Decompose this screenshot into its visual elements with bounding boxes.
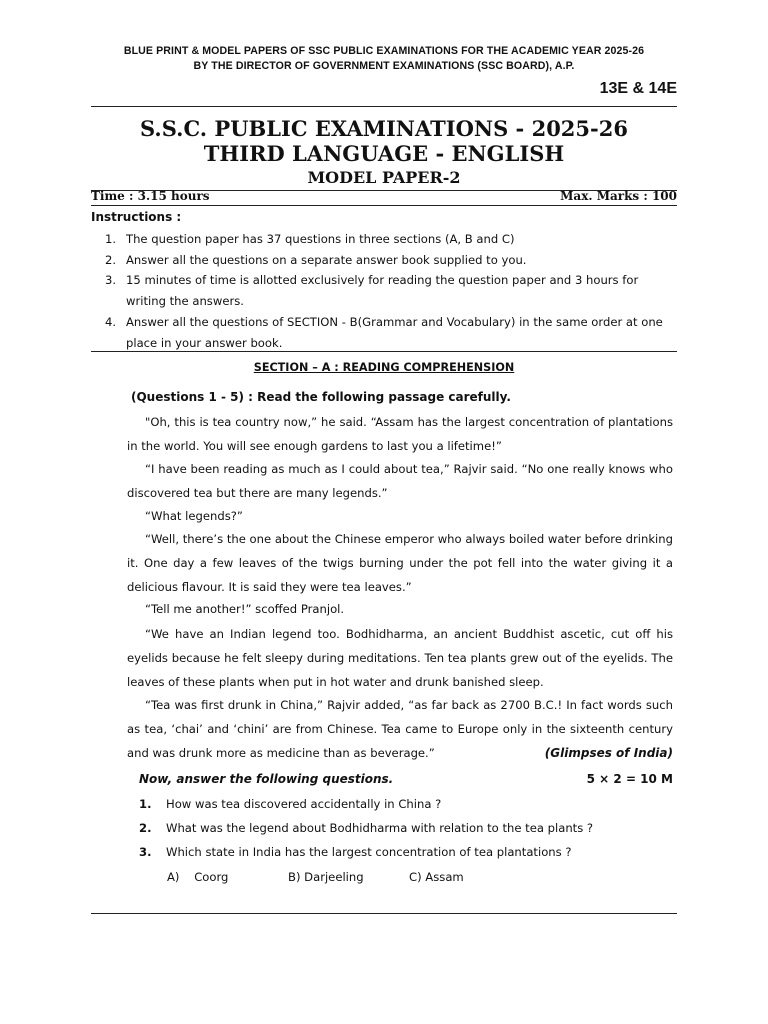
passage-paragraph: [127, 597, 673, 621]
meta-divider: [91, 205, 677, 206]
instruction-number: 2.: [105, 253, 117, 267]
exam-title: S.S.C. PUBLIC EXAMINATIONS - 2025-26: [140, 116, 628, 141]
passage-paragraph: [127, 504, 673, 528]
passage-source: (Glimpses of India): [544, 746, 673, 760]
option-a: A) Coorg: [167, 870, 229, 884]
exam-time: Time : 3.15 hours: [91, 189, 210, 203]
instructions-heading: Instructions :: [91, 210, 182, 224]
instruction-number: 3.: [105, 273, 117, 287]
instruction-number: 4.: [105, 315, 117, 329]
paragraph-text: “Tell me another!” scoffed Pranjol.: [145, 602, 345, 616]
header-line-1: BLUE PRINT & MODEL PAPERS OF SSC PUBLIC EXAMINATIONS FOR THE ACADEMIC YEAR 2025-26: [123, 45, 645, 57]
paper-title: MODEL PAPER-2: [307, 168, 461, 187]
option-b: B) Darjeeling: [288, 870, 364, 884]
question-text: What was the legend about Bodhidharma with relation to the tea plants ?: [166, 821, 594, 835]
question-number: 1.: [139, 797, 152, 811]
paragraph-text: “We have an Indian legend too. Bodhidharma, an ancient Buddhist ascetic, cut off his eyelids because he felt sleepy during meditations. Ten tea plants grew out of the eyelids. The leaves of these plants when put in hot water and drunk banished sleep.: [127, 627, 673, 689]
paper-code: 13E & 14E: [599, 80, 677, 97]
instruction-text: Answer all the questions on a separate answer book supplied to you.: [126, 253, 527, 267]
paragraph-text: "Oh, this is tea country now,” he said. “Assam has the largest concentration of plantations in the world. You will see enough gardens to last you a lifetime!”: [127, 415, 673, 453]
question-text: How was tea discovered accidentally in China ?: [166, 797, 442, 811]
exam-page: [91, 0, 677, 1024]
paragraph-text: “Tea was first drunk in China,” Rajvir added, “as far back as 2700 B.C.! In fact words such as tea, ‘chai’ and ‘chini’ are from Chinese. Tea came to Europe only in the sixteenth century and was drunk more as medicine than as beverage.”: [127, 698, 673, 760]
passage-paragraph: [127, 622, 673, 694]
subject-title: THIRD LANGUAGE - ENGLISH: [203, 141, 565, 166]
max-marks: Max. Marks : 100: [560, 189, 677, 203]
question-number: 2.: [139, 821, 152, 835]
answer-prompt: Now, answer the following questions.: [139, 772, 394, 786]
instruction-text: The question paper has 37 questions in three sections (A, B and C): [126, 232, 515, 246]
passage-paragraph: [127, 410, 673, 458]
instruction-number: 1.: [105, 232, 117, 246]
paragraph-text: “I have been reading as much as I could about tea,” Rajvir said. “No one really knows who discovered tea but there are many legends.”: [127, 462, 673, 500]
instructions-divider: [91, 351, 677, 352]
paragraph-text: “What legends?”: [145, 509, 243, 523]
section-a-heading: SECTION – A : READING COMPREHENSION: [253, 361, 515, 374]
header-line-2: BY THE DIRECTOR OF GOVERNMENT EXAMINATIONS (SSC BOARD), A.P.: [193, 60, 575, 72]
passage-paragraph: [127, 527, 673, 599]
page-bottom-divider: [91, 913, 677, 914]
paragraph-text: “Well, there’s the one about the Chinese emperor who always boiled water before drinking it. One day a few leaves of the twigs burning under the pot fell into the water giving it a delicious flavour. It is said they were tea leaves.”: [127, 532, 673, 594]
passage-paragraph: [127, 457, 673, 505]
header-divider: [91, 106, 677, 107]
instruction-text: 15 minutes of time is allotted exclusively for reading the question paper and 3 hours for writing the answers.: [126, 273, 639, 308]
questions-intro: (Questions 1 - 5) : Read the following passage carefully.: [131, 390, 511, 404]
question-number: 3.: [139, 845, 152, 859]
question-text: Which state in India has the largest concentration of tea plantations ?: [166, 845, 572, 859]
questions-marks: 5 × 2 = 10 M: [586, 772, 673, 786]
option-c: C) Assam: [409, 870, 464, 884]
instruction-text: Answer all the questions of SECTION - B(Grammar and Vocabulary) in the same order at one place in your answer book.: [126, 315, 663, 350]
